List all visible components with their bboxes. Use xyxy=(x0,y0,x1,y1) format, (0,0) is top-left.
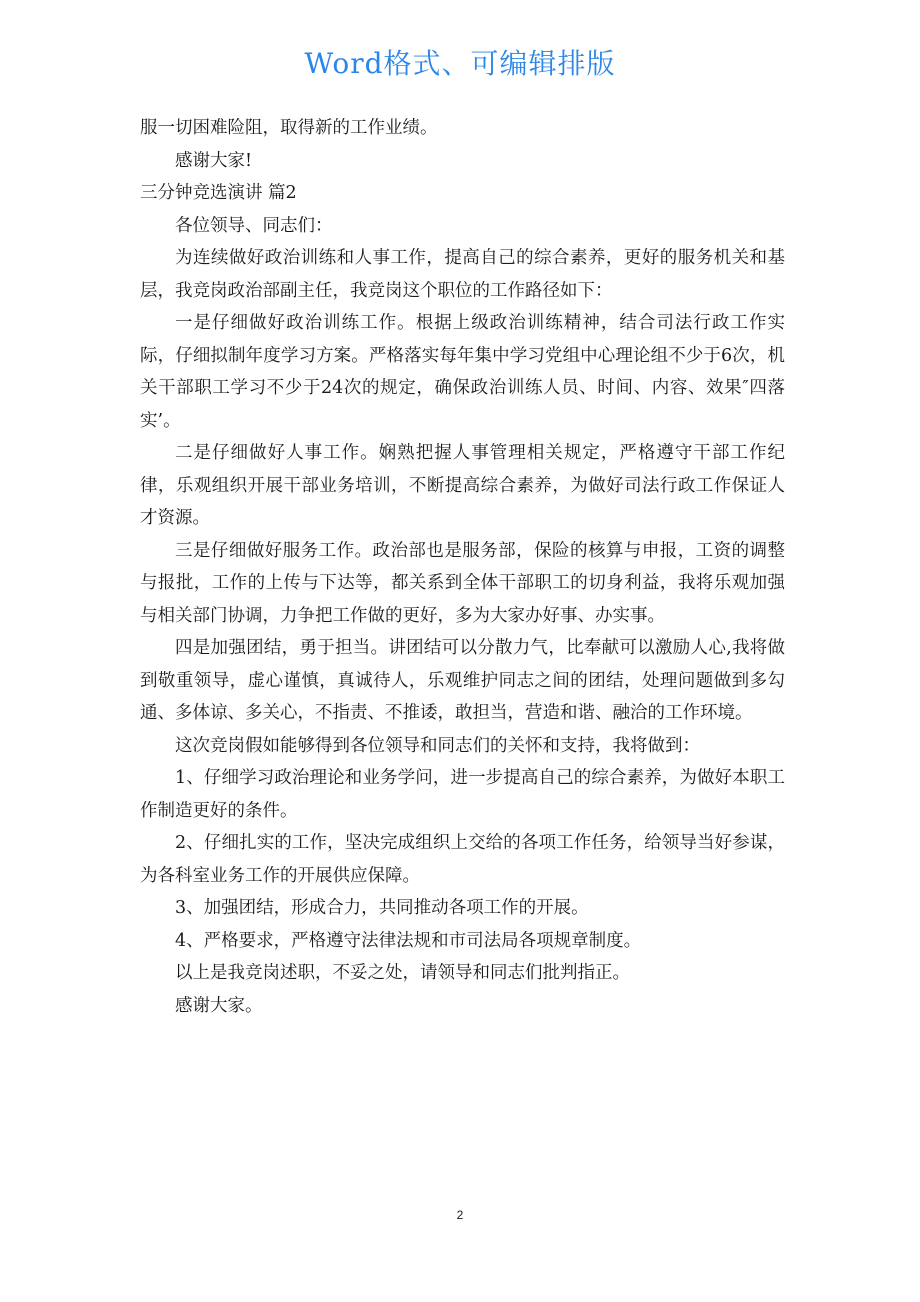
paragraph: 二是仔细做好人事工作。娴熟把握人事管理相关规定，严格遵守干部工作纪律，乐观组织开展干部业务培训，不断提高综合素养，为做好司法行政工作保证人才资源。 xyxy=(140,443,785,528)
paragraph: 为连续做好政治训练和人事工作，提高自己的综合素养，更好的服务机关和基层，我竞岗政治部副主任，我竞岗这个职位的工作路径如下： xyxy=(140,248,785,301)
paragraph: 三是仔细做好服务工作。政治部也是服务部，保险的核算与申报，工资的调整与报批，工作的上传与下达等，都关系到全体干部职工的切身利益，我将乐观加强与相关部门协调，力争把工作做的更好，多为大家办好事、办实事。 xyxy=(140,540,785,626)
list-item: 3、加强团结，形成合力，共同推动各项工作的开展。 xyxy=(175,898,589,918)
paragraph: 感谢大家! xyxy=(175,150,253,171)
list-item: 4、严格要求，严格遵守法律法规和市司法局各项规章制度。 xyxy=(175,930,642,951)
paragraph: 各位领导、同志们： xyxy=(175,215,333,236)
paragraph: 以上是我竞岗述职，不妥之处，请领导和同志们批判指正。 xyxy=(175,963,630,983)
paragraph: 一是仔细做好政治训练工作。根据上级政治训练精神，结合司法行政工作实际，仔细拟制年度学习方案。严格落实每年集中学习党组中心理论组不少于6次，机关干部职工学习不少于24次的规定，确保政治训练人员、时间、内容、效果″四落实’。 xyxy=(140,313,785,431)
section-title: 三分钟竞选演讲 篇2 xyxy=(140,183,297,203)
paragraph: 服一切困难险阻，取得新的工作业绩。 xyxy=(140,118,438,138)
page-number: 2 xyxy=(456,1208,464,1222)
paragraph: 这次竞岗假如能够得到各位领导和同志们的关怀和支持，我将做到： xyxy=(175,735,700,756)
paragraph: 感谢大家。 xyxy=(175,995,263,1016)
document-body xyxy=(140,112,785,1022)
list-item: 1、仔细学习政治理论和业务学问，进一步提高自己的综合素养，为做好本职工作制造更好的条件。 xyxy=(140,768,785,821)
document-header-title: Word格式、可编辑排版 xyxy=(304,47,616,80)
paragraph: 四是加强团结，勇于担当。讲团结可以分散力气，比奉献可以激励人心,我将做到敬重领导，虚心谨慎，真诚待人，乐观维护同志之间的团结，处理问题做到多勾通、多体谅、多关心，不指责、不推诿，敢担当，营造和谐、融洽的工作环境。 xyxy=(140,638,785,723)
list-item: 2、仔细扎实的工作，坚决完成组织上交给的各项工作任务，给领导当好参谋，为各科室业务工作的开展供应保障。 xyxy=(140,833,785,886)
